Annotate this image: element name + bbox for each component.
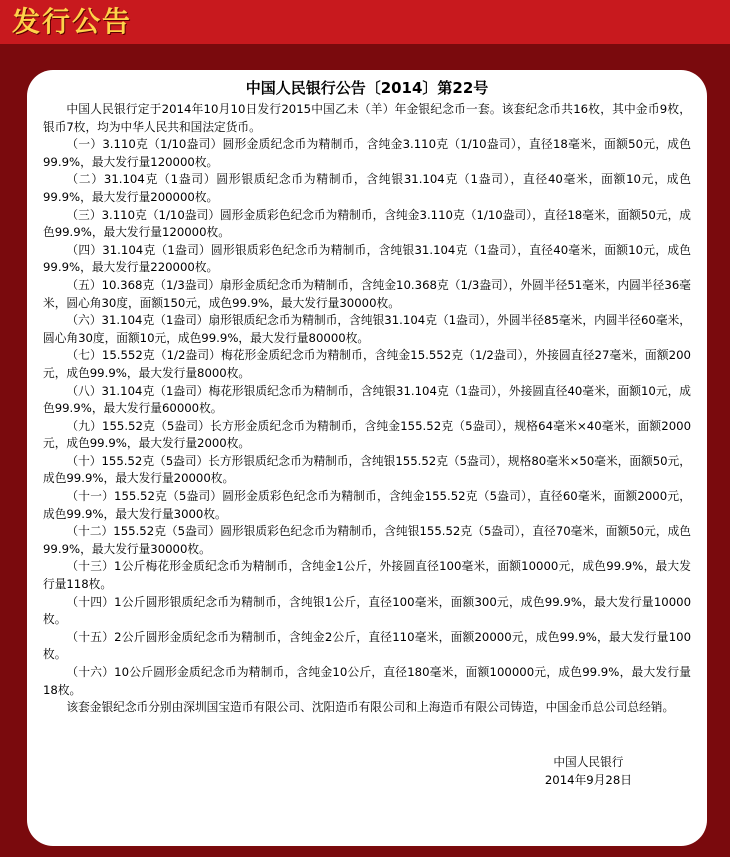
coin-item-11: （十一）155.52克（5盎司）圆形金质彩色纪念币为精制币，含纯金155.52克（5盎司），直径60毫米，面额2000元，成色99.9%，最大发行量3000枚。 <box>43 489 691 521</box>
closing-paragraph: 该套金银纪念币分别由深圳国宝造币有限公司、沈阳造币有限公司和上海造币有限公司铸造，中国金币总公司总经销。 <box>66 700 675 715</box>
coin-item-5: （五）10.368克（1/3盎司）扇形金质纪念币为精制币，含纯金10.368克（1/3盎司），外圆半径51毫米，内圆半径36毫米，圆心角30度，面额150元，成色99.9%，最大发行量30000枚。 <box>43 277 691 310</box>
signature-issuer: 中国人民银行 <box>553 755 624 769</box>
coin-item-1: （一）3.110克（1/10盎司）圆形金质纪念币为精制币，含纯金3.110克（1/10盎司），直径18毫米，面额50元，成色99.9%，最大发行量120000枚。 <box>43 137 691 169</box>
coin-item-8: （八）31.104克（1盎司）梅花形银质纪念币为精制币，含纯银31.104克（1盎司），外接圆直径40毫米，面额10元，成色99.9%，最大发行量60000枚。 <box>43 383 691 416</box>
coin-item-15: （十五）2公斤圆形金质纪念币为精制币，含纯金2公斤，直径110毫米，面额20000元，成色99.9%，最大发行量100枚。 <box>43 629 691 662</box>
coin-item-16: （十六）10公斤圆形金质纪念币为精制币，含纯金10公斤，直径180毫米，面额100000元，成色99.9%，最大发行量18枚。 <box>43 665 691 697</box>
notice-title: 中国人民银行公告〔2014〕第22号 <box>245 79 489 97</box>
signature-date: 2014年9月28日 <box>544 772 632 787</box>
coin-item-2: （二）31.104克（1盎司）圆形银质纪念币为精制币，含纯银31.104克（1盎司），直径40毫米，面额10元，成色99.9%，最大发行量200000枚。 <box>43 172 691 204</box>
section-title: 发行公告 <box>12 5 133 38</box>
coin-item-14: （十四）1公斤圆形银质纪念币为精制币，含纯银1公斤，直径100毫米，面额300元，成色99.9%，最大发行量10000枚。 <box>43 594 691 627</box>
coin-item-10: （十）155.52克（5盎司）长方形银质纪念币为精制币，含纯银155.52克（5盎司），规格80毫米×50毫米，面额50元，成色99.9%，最大发行量20000枚。 <box>43 453 691 486</box>
coin-item-6: （六）31.104克（1盎司）扇形银质纪念币为精制币，含纯银31.104克（1盎司），外圆半径85毫米，内圆半径60毫米，圆心角30度，面额10元，成色99.9%，最大发行量80000枚。 <box>43 313 691 345</box>
header-band <box>0 0 730 44</box>
notice-card <box>27 70 707 846</box>
coin-item-3: （三）3.110克（1/10盎司）圆形金质彩色纪念币为精制币，含纯金3.110克（1/10盎司），直径18毫米，面额50元，成色99.9%，最大发行量120000枚。 <box>43 207 691 240</box>
coin-item-13: （十三）1公斤梅花形金质纪念币为精制币，含纯金1公斤，外接圆直径100毫米，面额10000元，成色99.9%，最大发行量118枚。 <box>43 559 691 592</box>
coin-item-12: （十二）155.52克（5盎司）圆形银质彩色纪念币为精制币，含纯银155.52克（5盎司），直径70毫米，面额50元，成色99.9%，最大发行量30000枚。 <box>43 524 691 556</box>
coin-item-4: （四）31.104克（1盎司）圆形银质彩色纪念币为精制币，含纯银31.104克（1盎司），直径40毫米，面额10元，成色99.9%，最大发行量220000枚。 <box>43 242 691 275</box>
notice-body <box>43 101 691 717</box>
coin-item-7: （七）15.552克（1/2盎司）梅花形金质纪念币为精制币，含纯金15.552克（1/2盎司），外接圆直径27毫米，面额200元，成色99.9%，最大发行量8000枚。 <box>43 348 691 380</box>
coin-item-9: （九）155.52克（5盎司）长方形金质纪念币为精制币，含纯金155.52克（5盎司），规格64毫米×40毫米，面额2000元，成色99.9%，最大发行量2000枚。 <box>43 418 691 451</box>
intro-paragraph: 中国人民银行定于2014年10月10日发行2015中国乙未（羊）年金银纪念币一套。该套纪念币共16枚，其中金币9枚，银币7枚，均为中华人民共和国法定货币。 <box>43 102 691 134</box>
signature-block <box>545 754 632 789</box>
